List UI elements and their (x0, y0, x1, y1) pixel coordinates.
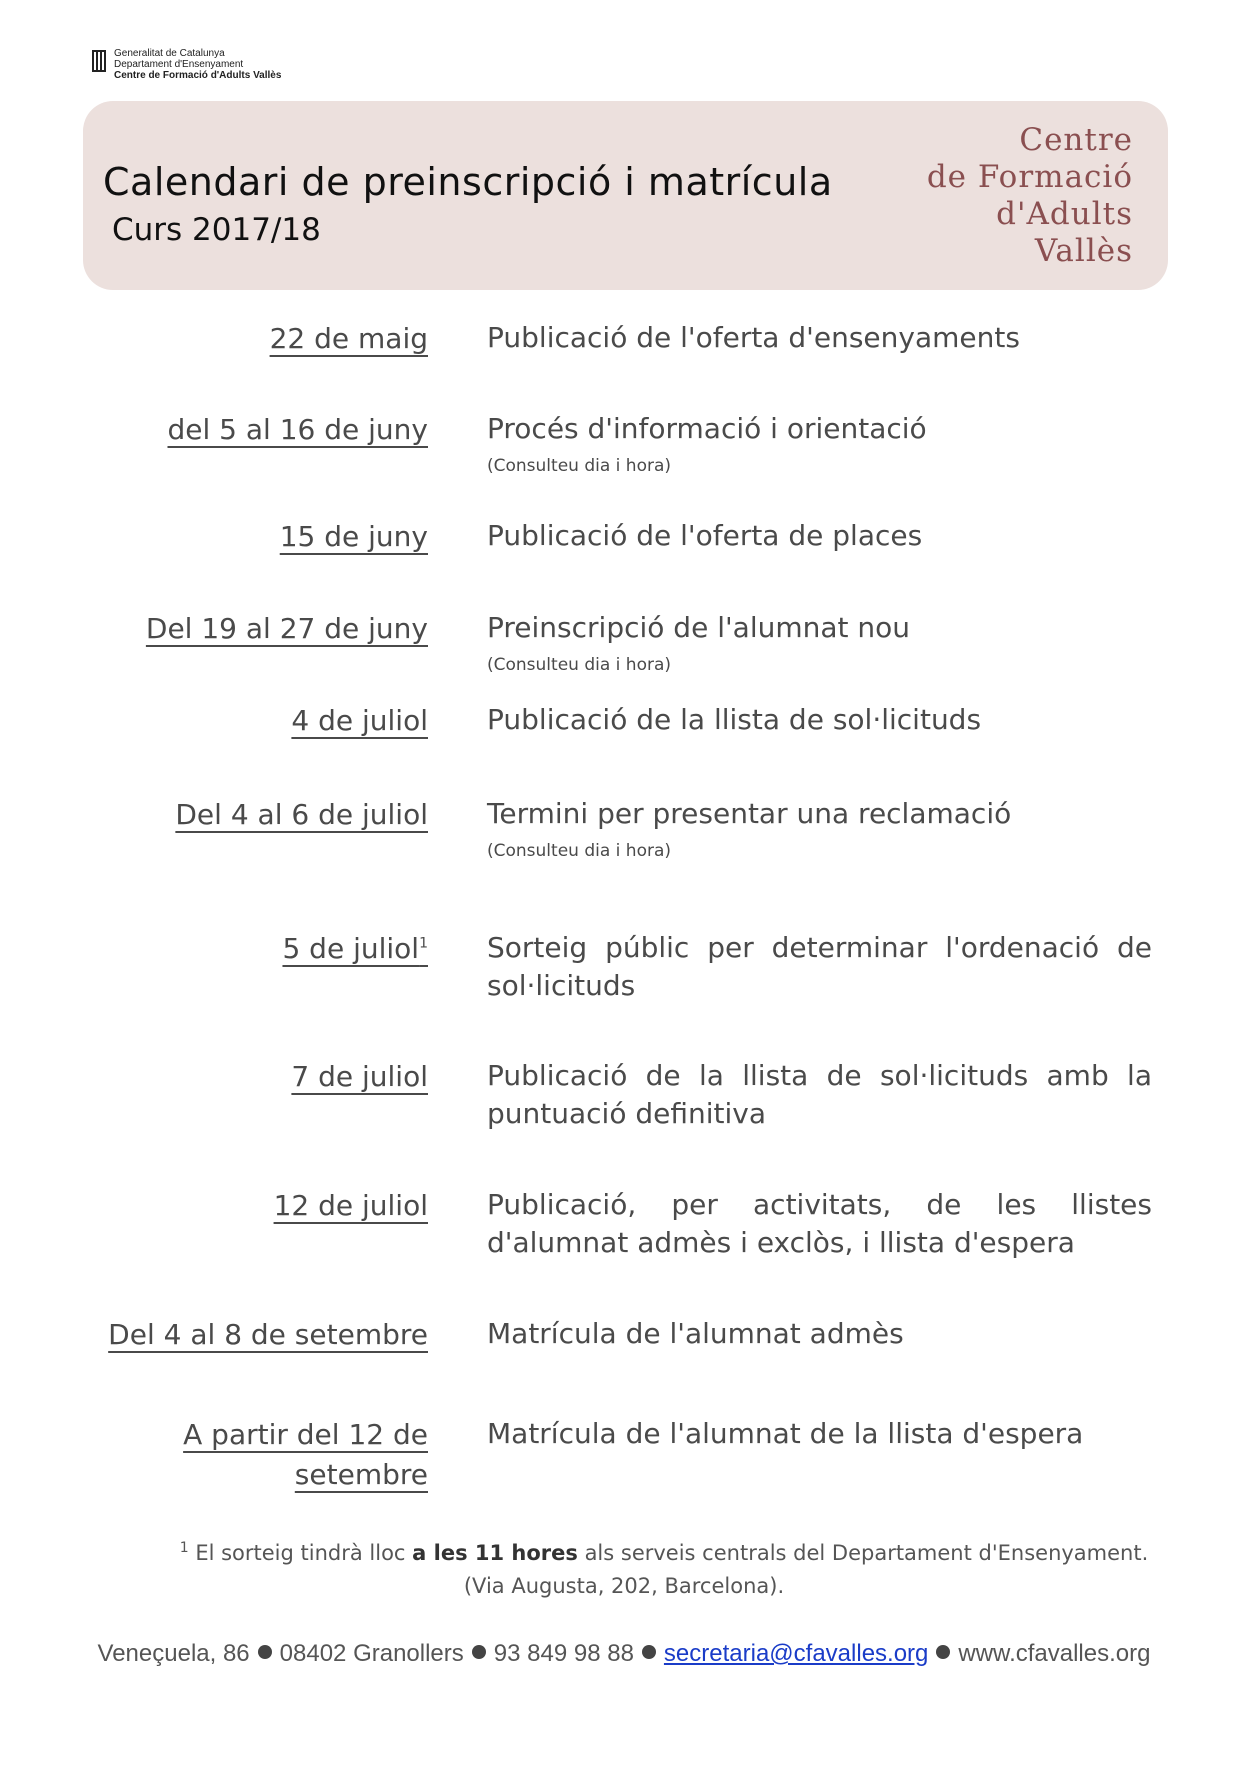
org-name (114, 48, 281, 81)
schedule-date (282, 929, 428, 969)
contact-address: Veneçuela, 86 (97, 1640, 250, 1667)
brand-line-1: Centre (1019, 122, 1133, 158)
contact-website: www.cfavalles.org (958, 1640, 1151, 1667)
center-logo-text (927, 122, 1133, 270)
generalitat-emblem-icon (92, 50, 106, 72)
brand-line-4: Vallès (1034, 233, 1133, 269)
schedule-date: 4 de juliol (291, 704, 428, 737)
schedule-date: 22 de maig (269, 322, 428, 355)
schedule-date: Del 4 al 8 de setembre (108, 1318, 428, 1351)
footnote-marker: 1 (419, 935, 428, 952)
schedule-description: Termini per presentar una reclamació (487, 797, 1012, 830)
contact-email-link[interactable]: secretaria@cfavalles.org (663, 1640, 929, 1667)
schedule-date-text: 5 de juliol (282, 932, 420, 965)
contact-footer (0, 1640, 1248, 1668)
org-line-3: Centre de Formació d'Adults Vallès (114, 70, 282, 81)
schedule-description: Publicació de l'oferta d'ensenyaments (487, 321, 1020, 354)
schedule-description: Publicació de la llista de sol·licituds amb la puntuació definitiva (487, 1059, 1152, 1130)
brand-line-3: d'Adults (996, 196, 1133, 232)
footnote-text-before: El sorteig tindrà lloc (188, 1541, 413, 1565)
schedule-description: Sorteig públic per determinar l'ordenació de sol·licituds (487, 931, 1152, 1002)
schedule-note: (Consulteu dia i hora) (487, 655, 672, 675)
org-line-2: Departament d'Ensenyament (114, 59, 244, 70)
schedule-date: Del 4 al 6 de juliol (175, 798, 428, 831)
schedule-description: Publicació, per activitats, de les llistes d'alumnat admès i exclòs, i llista d'espera (487, 1188, 1152, 1259)
footnote (0, 1537, 1248, 1603)
schedule-note: (Consulteu dia i hora) (487, 841, 672, 861)
schedule-description: Matrícula de l'alumnat de la llista d'espera (487, 1417, 1084, 1450)
footnote-text-after: als serveis centrals del Departament d'Ensenyament. (577, 1541, 1149, 1565)
schedule-date: 7 de juliol (291, 1060, 428, 1093)
schedule-description: Procés d'informació i orientació (487, 412, 927, 445)
schedule-description: Preinscripció de l'alumnat nou (487, 611, 911, 644)
org-line-1: Generalitat de Catalunya (114, 48, 225, 59)
bullet-icon (936, 1645, 950, 1659)
org-header (92, 48, 281, 81)
bullet-icon (642, 1645, 656, 1659)
bullet-icon (258, 1645, 272, 1659)
contact-city: 08402 Granollers (279, 1640, 464, 1667)
contact-phone: 93 849 98 88 (493, 1640, 634, 1667)
brand-line-2: de Formació (926, 159, 1133, 195)
page-title: Calendari de preinscripció i matrícula (103, 160, 833, 204)
footnote-time: a les 11 hores (412, 1541, 578, 1565)
schedule-description: Publicació de l'oferta de places (487, 519, 923, 552)
footnote-marker: 1 (179, 1540, 189, 1556)
schedule-date: 15 de juny (279, 520, 428, 553)
course-year: Curs 2017/18 (112, 212, 321, 248)
bullet-icon (472, 1645, 486, 1659)
footnote-line-1 (0, 1537, 1248, 1570)
schedule-date: 12 de juliol (273, 1189, 428, 1222)
schedule-description: Matrícula de l'alumnat admès (487, 1317, 904, 1350)
schedule-note: (Consulteu dia i hora) (487, 456, 672, 476)
schedule-date: A partir del 12 de setembre (183, 1418, 428, 1491)
schedule-date: Del 19 al 27 de juny (145, 612, 428, 645)
footnote-line-2: (Via Augusta, 202, Barcelona). (463, 1574, 785, 1598)
schedule-description: Publicació de la llista de sol·licituds (487, 703, 982, 736)
schedule-date: del 5 al 16 de juny (167, 413, 428, 446)
